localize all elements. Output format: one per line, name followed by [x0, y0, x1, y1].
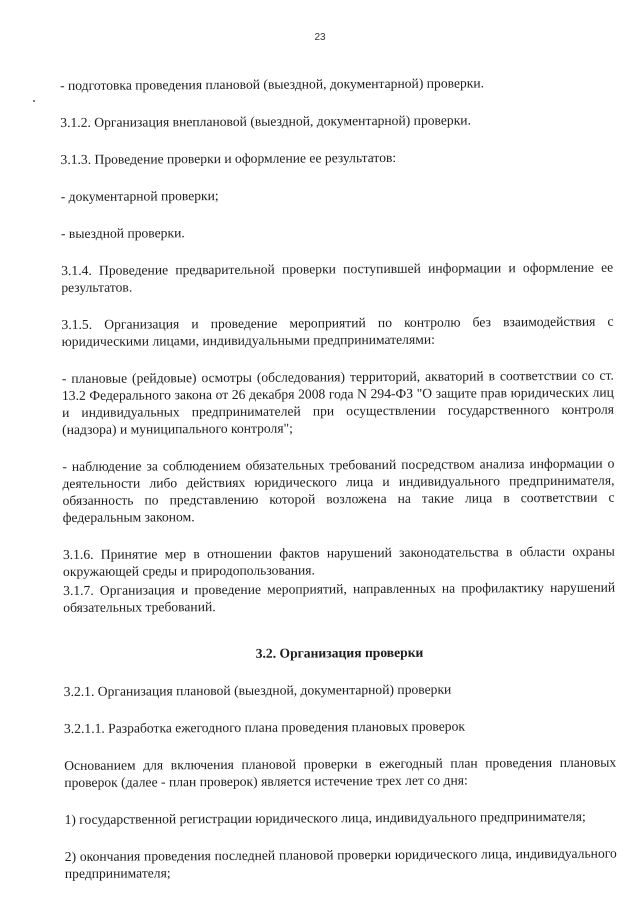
list-item-1: 1) государственной регистрации юридического лица, индивидуального предпринимателя; — [64, 808, 586, 827]
paragraph-documentary-inspection: - документарной проверки; — [60, 188, 219, 204]
paragraph-grounds: Основанием для включения плановой проверки в ежегодный план проведения плановых проверок (далее - план проверок) является истечение трех лет со дня: — [64, 754, 617, 790]
paragraph-3-1-2: 3.1.2. Организация внеплановой (выездной, документарной) проверки. — [60, 112, 472, 130]
paragraph-3-2-1-1: 3.2.1.1. Разработка ежегодного плана проведения плановых проверок — [63, 718, 466, 736]
paragraph-monitoring: - наблюдение за соблюдением обязательных требований посредством анализа информации о деятельности либо действиях юридического лица и индивидуального предпринимателя, обязанность по представлению которой возложена на такие лица в соответствии с федеральным законом. — [62, 455, 615, 525]
paragraph-raid-inspections: - плановые (рейдовые) осмотры (обследования) территорий, акваторий в соответствии со ст. 13.2 Федерального закона от 26 декабря 2008 года N 294-ФЗ "О защите прав юридических лиц и индивидуальных предпринимателей при осуществлении государственного контроля (надзора) и муниципального контроля"; — [61, 367, 615, 437]
paragraph-3-1-3: 3.1.3. Проведение проверки и оформление ее результатов: — [60, 149, 397, 167]
section-heading-3-2: 3.2. Организация проверки — [255, 644, 424, 661]
page-number: 23 — [314, 32, 326, 43]
paragraph-planned-inspection-prep: - подготовка проведения плановой (выездной, документарной) проверки. — [60, 75, 485, 93]
paragraph-3-1-7: 3.1.7. Организация и проведение мероприятий, направленных на профилактику нарушений обязательных требований. — [63, 579, 616, 615]
list-item-2: 2) окончания проведения последней плановой проверки юридического лица, индивидуального предпринимателя; — [64, 845, 617, 881]
paragraph-field-inspection: - выездной проверки. — [60, 225, 185, 241]
paragraph-3-1-5: 3.1.5. Организация и проведение мероприятий по контролю без взаимодействия с юридическими лицами, индивидуальными предпринимателями: — [61, 313, 614, 349]
document-body — [60, 74, 617, 902]
paragraph-3-1-6: 3.1.6. Принятие мер в отношении фактов нарушений законодательства в области охраны окружающей среды и природопользования. — [62, 543, 615, 579]
paragraph-3-1-4: 3.1.4. Проведение предварительной проверки поступившей информации и оформление ее результатов. — [61, 259, 614, 295]
scan-speck — [33, 100, 35, 102]
paragraph-3-2-1: 3.2.1. Организация плановой (выездной, документарной) проверки — [63, 681, 452, 699]
